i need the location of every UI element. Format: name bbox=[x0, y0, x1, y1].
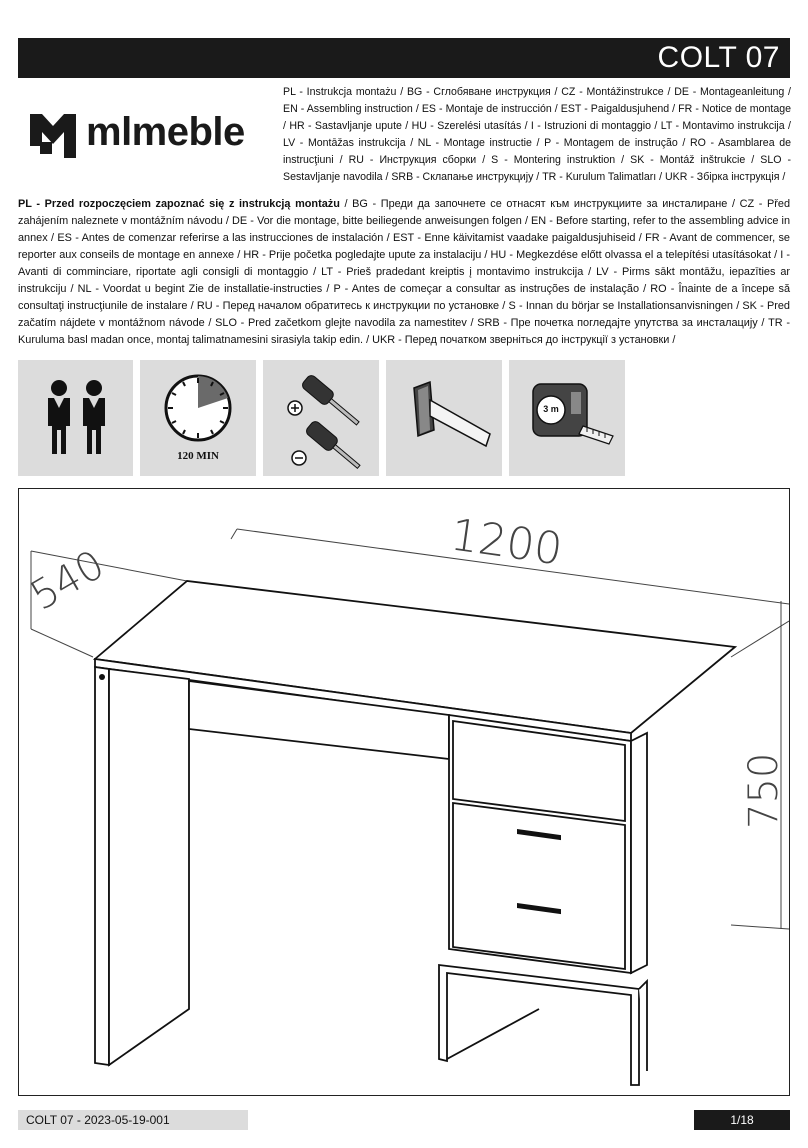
header-bar bbox=[18, 38, 790, 78]
left-panel-front bbox=[95, 667, 109, 1065]
page-number: 1/18 bbox=[694, 1110, 790, 1130]
time-panel bbox=[140, 360, 256, 476]
screwdrivers-icon bbox=[263, 360, 379, 476]
bottom-drawer bbox=[453, 803, 625, 969]
model-title: COLT 07 bbox=[657, 41, 780, 74]
hammer-panel bbox=[386, 360, 502, 476]
depth-dimension: 540 bbox=[23, 541, 113, 620]
two-persons-panel bbox=[18, 360, 133, 476]
height-dimension: 750 bbox=[741, 752, 787, 829]
intro-lead: PL - Przed rozpoczęciem zapoznać się z instrukcją montażu bbox=[18, 198, 340, 210]
metal-frame bbox=[439, 965, 639, 1085]
left-panel-inner bbox=[109, 669, 189, 1065]
tape-measure-panel bbox=[509, 360, 625, 476]
cable-hole bbox=[99, 674, 105, 680]
screwdrivers-panel bbox=[263, 360, 379, 476]
time-label: 120 MIN bbox=[177, 450, 219, 462]
brand-logo bbox=[30, 108, 270, 160]
tape-measure-icon bbox=[509, 360, 625, 476]
desk-drawing bbox=[19, 489, 789, 1095]
metal-frame-back bbox=[639, 981, 647, 1071]
tape-label: 3 m bbox=[543, 404, 559, 414]
cabinet-side bbox=[631, 733, 647, 973]
hammer-icon bbox=[386, 360, 502, 476]
intro-paragraph bbox=[18, 196, 790, 349]
metal-frame-side bbox=[447, 1009, 539, 1059]
brand-mark-icon bbox=[30, 114, 76, 158]
desk-drawing-frame bbox=[18, 488, 790, 1096]
width-dimension: 1200 bbox=[447, 509, 566, 576]
two-persons-icon bbox=[18, 360, 133, 476]
document-id: COLT 07 - 2023-05-19-001 bbox=[18, 1110, 248, 1130]
languages-list: PL - Instrukcja montażu / BG - Сглобяване инструкция / CZ - Montážinstrukce / DE - Montageanleitung / EN - Assembling instruction / ES - Montaje de instrucción / EST - Paigaldusjuhend / FR - Notice de montage / HR - Sastavljanje upute / HU - Szerelési utasítás / I - Istruzioni di montaggio / LT - Montavimo instrukcija / LV - Montāžas instrukcija / NL - Montage instructie / P - Montagem de instrução / RO - Asamblarea de instrucţiuni / RU - Инструкция сборки / S - Montering instruktion / SK - Montáž inštrukcie / SLO - Sestavljanje navodila / SRB - Склапање инструкцију / TR - Kurulum Talimatları / UKR - Збірка інструкція / bbox=[283, 86, 791, 183]
intro-rest: / BG - Преди да започнете се отнасят към инструкциите за инсталиране / CZ - Před zahájením naleznete v montážním návodu / DE - Vor die montage, bitte beiliegende anweisungen folgen / EN - Before starting, refer to the assembling advice in annex / ES - Antes de comenzar referirse a las instrucciones de instalación / EST - Enne käivitamist vaadake paigaldusjuhiseid / FR - Avant de commencer, se reporter aux conseils de montage en annexe / HR - Prije početka pogledajte upute za instalaciju / HU - Megkezdése előtt olvassa el a telepítési utasításokat / I - Avanti di comminciare, riportate agli consigli di montaggio / LT - Prieš pradedant kreiptis į montavimo instrukcija / LV - Pirms sākt montāžu, iepazīties ar instrukciju / NL - Voordat u begint Zie de installatie-instructies / P - Antes de começar a consultar as instruções de instalação / RO - Înainte de a începe să consultaţi instrucţiunile de instalare / RU - Перед началом обратитесь к инструкции по установке / S - Innan du börjar se Installationsanvisningen / SK - Pred začatím nájdete v montážnom návode / SLO - Pred začetkom glejte navodila za namestitev / SRB - Пре почетка погледајте упутства за инсталацију / TR - Kuruluma basl madan once, montaj talimatnamesini sirasiyla takip edin. / UKR - Перед початком зверніться до інструкції з установки / bbox=[18, 198, 790, 346]
brand-name: mlmeble bbox=[86, 110, 245, 154]
